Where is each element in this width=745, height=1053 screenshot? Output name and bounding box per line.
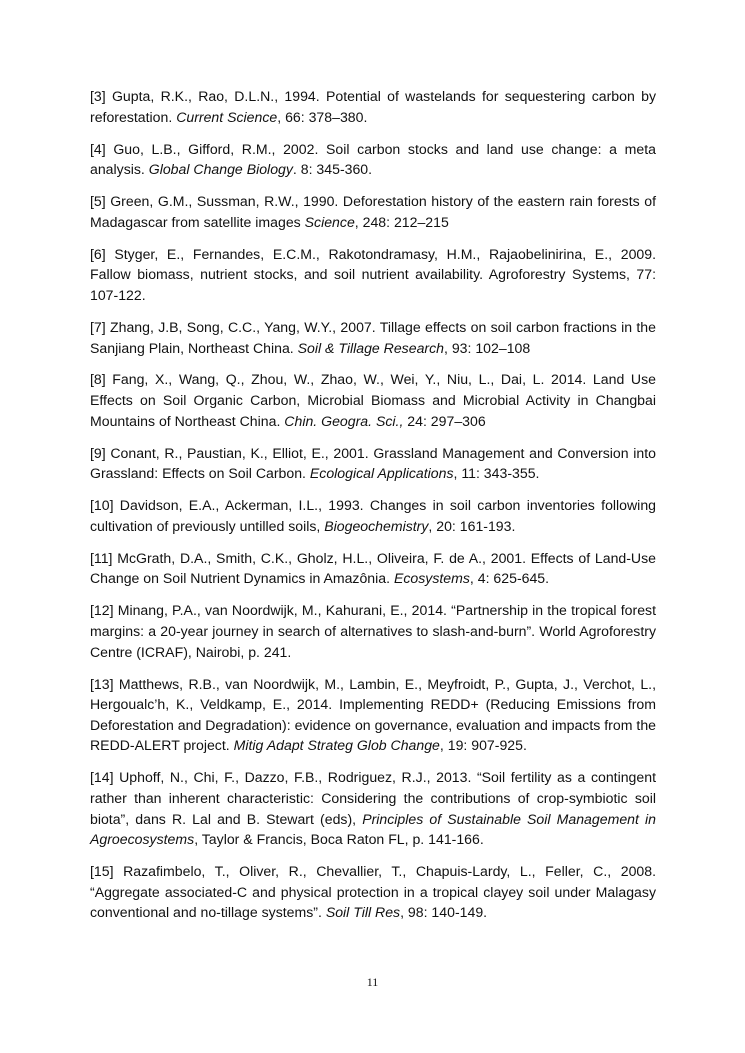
reference-text: , 19: 907-925.: [439, 737, 527, 754]
reference-item: [90, 317, 656, 358]
reference-text: 24: 297–306: [403, 412, 486, 429]
reference-item: [90, 191, 656, 232]
reference-source-italic: Science: [304, 213, 355, 230]
reference-text: , 20: 161-193.: [428, 517, 516, 534]
reference-text: [10] Davidson, E.A., Ackerman, I.L., 1993. Changes in soil carbon inventories following cultivation of previously untilled soils,: [90, 497, 656, 534]
reference-item: [90, 86, 656, 127]
reference-item: [90, 861, 656, 923]
reference-item: [90, 767, 656, 849]
reference-text: [15] Razafimbelo, T., Oliver, R., Chevallier, T., Chapuis-Lardy, L., Feller, C., 2008. “Aggregate associated-C and physical protection in a tropical clayey soil under Malagasy conventional and no-tillage systems”.: [90, 863, 656, 921]
reference-source-italic: Soil Till Res: [325, 904, 401, 921]
reference-item: [90, 244, 656, 306]
reference-item: [90, 369, 656, 431]
reference-source-italic: Soil & Tillage Research: [297, 339, 444, 356]
reference-source-italic: Principles of Sustainable Soil Management in Agroecosystems: [90, 810, 656, 848]
reference-source-italic: Current Science: [176, 108, 278, 125]
reference-text: , 93: 102–108: [444, 339, 531, 356]
reference-text: , 98: 140-149.: [400, 904, 488, 921]
reference-text: [8] Fang, X., Wang, Q., Zhou, W., Zhao, W., Wei, Y., Niu, L., Dai, L. 2014. Land Use Effects on Soil Organic Carbon, Microbial Biomass and Microbial Activity in Changbai Mountains of Northeast China.: [90, 371, 656, 429]
reference-source-italic: Mitig Adapt Strateg Glob Change: [233, 737, 440, 754]
reference-source-italic: Biogeochemistry: [324, 517, 429, 534]
reference-text: , 4: 625-645.: [469, 570, 550, 587]
reference-source-italic: Ecosystems: [393, 570, 470, 587]
reference-text: [3] Gupta, R.K., Rao, D.L.N., 1994. Potential of wastelands for sequestering carbon by reforestation.: [90, 88, 656, 125]
reference-text: , 66: 378–380.: [277, 108, 368, 125]
reference-source-italic: Global Change Biology: [148, 161, 293, 178]
reference-text: , Taylor & Francis, Boca Raton FL, p. 141-166.: [194, 831, 484, 848]
reference-item: [90, 495, 656, 536]
page-number: 11: [366, 975, 379, 989]
reference-item: [90, 139, 656, 180]
reference-text: [14] Uphoff, N., Chi, F., Dazzo, F.B., Rodriguez, R.J., 2013. “Soil fertility as a contingent rather than inherent characteristic: Considering the contributions of crop-symbiotic soil biota”, dans R. Lal and B. Stewart (eds),: [90, 769, 656, 827]
reference-text: [4] Guo, L.B., Gifford, R.M., 2002. Soil carbon stocks and land use change: a meta analysis.: [90, 140, 656, 178]
reference-item: [90, 674, 656, 756]
reference-text: [13] Matthews, R.B., van Noordwijk, M., Lambin, E., Meyfroidt, P., Gupta, J., Verchot, L., Hergoualc’h, K., Veldkamp, E., 2014. Implementing REDD+ (Reducing Emissions from Deforestation and Degradation): evidence on governance, evaluation and impacts from the REDD-ALERT project.: [90, 675, 656, 754]
reference-text: [6] Styger, E., Fernandes, E.C.M., Rakotondramasy, H.M., Rajaobelinirina, E., 2009. Fallow biomass, nutrient stocks, and soil nutrient availability. Agroforestry Systems, 77: 107-122.: [90, 245, 656, 303]
reference-text: [7] Zhang, J.B, Song, C.C., Yang, W.Y., 2007. Tillage effects on soil carbon fractions in the Sanjiang Plain, Northeast China.: [90, 318, 656, 356]
reference-text: [9] Conant, R., Paustian, K., Elliot, E., 2001. Grassland Management and Conversion into Grassland: Effects on Soil Carbon.: [90, 444, 656, 482]
reference-text: [11] McGrath, D.A., Smith, C.K., Gholz, H.L., Oliveira, F. de A., 2001. Effects of Land-Use Change on Soil Nutrient Dynamics in Amazônia.: [90, 549, 656, 587]
reference-source-italic: Chin. Geogra. Sci.,: [284, 412, 404, 429]
reference-source-italic: Ecological Applications: [309, 465, 454, 482]
reference-list: [90, 86, 656, 934]
reference-item: [90, 443, 656, 484]
reference-text: [12] Minang, P.A., van Noordwijk, M., Kahurani, E., 2014. “Partnership in the tropical forest margins: a 20-year journey in search of alternatives to slash-and-burn”. World Agroforestry Centre (ICRAF), Nairobi, p. 241.: [90, 602, 656, 660]
reference-item: [90, 548, 656, 589]
reference-item: [90, 600, 656, 662]
reference-text: [5] Green, G.M., Sussman, R.W., 1990. Deforestation history of the eastern rain forests of Madagascar from satellite images: [90, 193, 656, 230]
reference-text: , 248: 212–215: [354, 213, 449, 230]
reference-text: . 8: 345-360.: [292, 161, 373, 178]
reference-text: , 11: 343-355.: [453, 465, 540, 482]
